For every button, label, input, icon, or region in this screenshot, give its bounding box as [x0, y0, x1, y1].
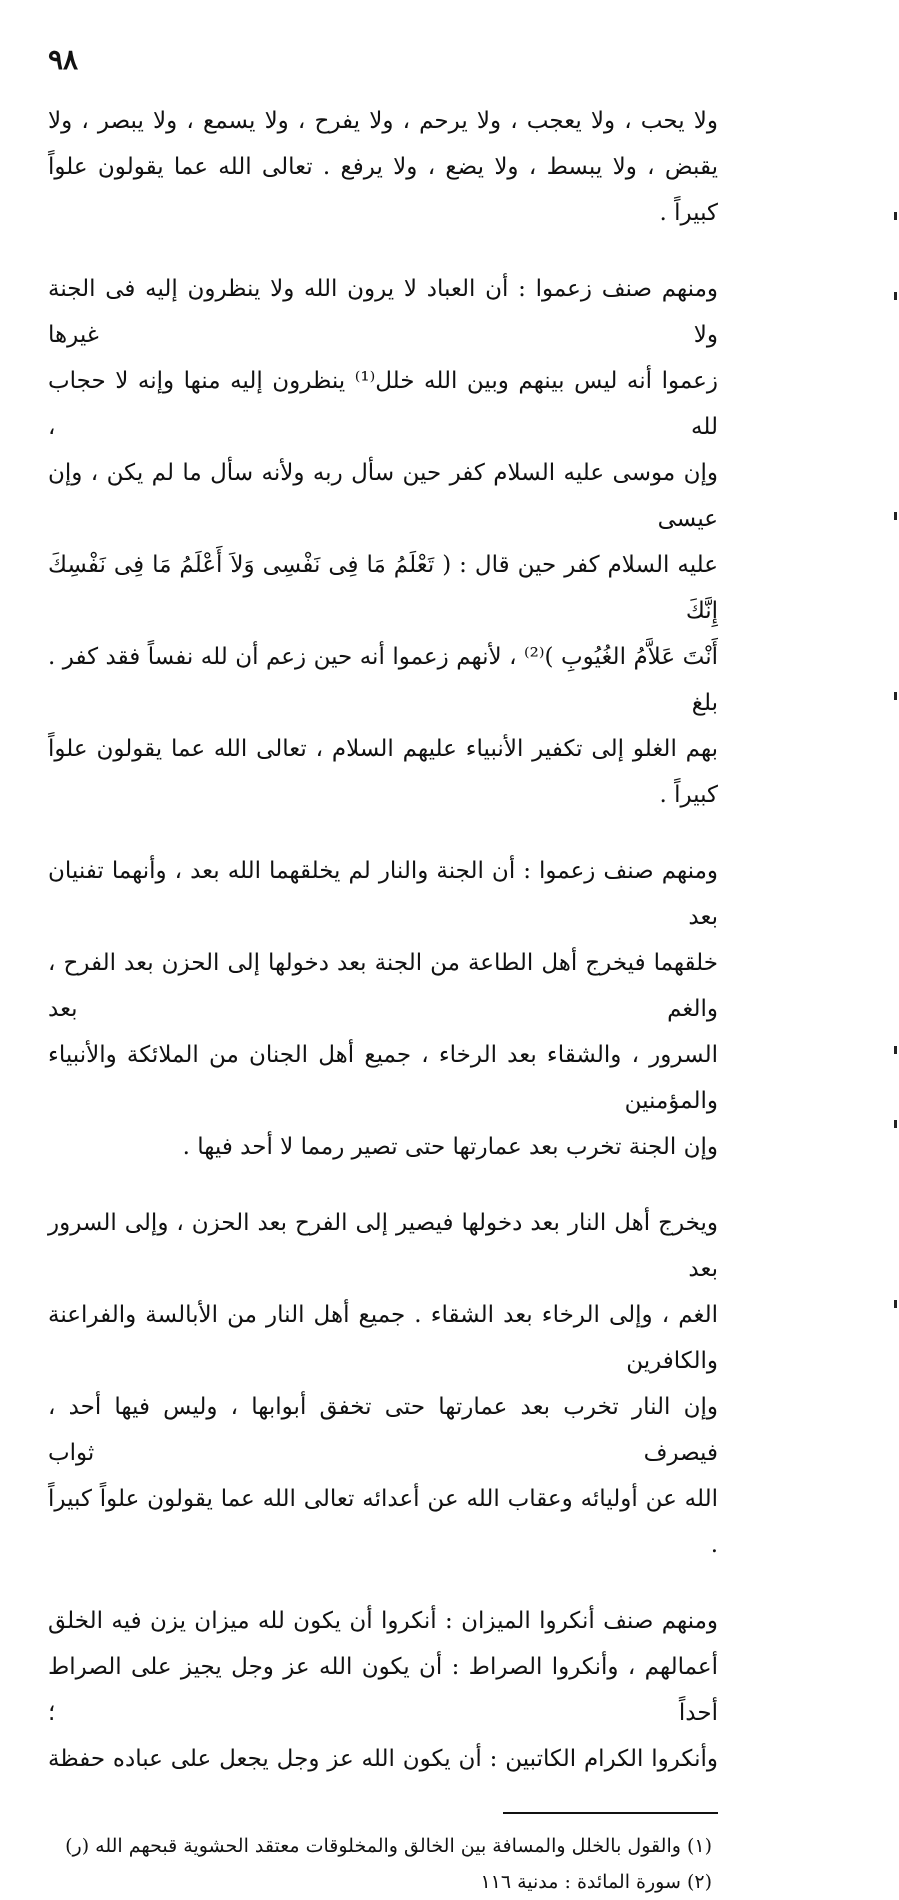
text-line: ومنهم صنف زعموا : أن العباد لا يرون الله ولا ينظرون إليه فى الجنة ولا غيرها: [48, 276, 718, 348]
paragraph-4: [48, 1200, 718, 1568]
scan-margin-mark: [894, 692, 897, 700]
footnote-1: (١) والقول بالخلل والمسافة بين الخالق والمخلوقات معتقد الحشوية قبحهم الله (ر): [65, 1835, 712, 1857]
text-line: الله عن أوليائه وعقاب الله عن أعدائه تعالى الله عما يقولون علواً كبيراً .: [48, 1486, 718, 1558]
scan-margin-mark: [894, 1046, 897, 1054]
text-line: عليه السلام كفر حين قال : ( تَعْلَمُ مَا فِى نَفْسِى وَلاَ أَعْلَمُ مَا فِى نَفْسِكَ إِنَّكَ: [48, 552, 718, 624]
text-line: السرور ، والشقاء بعد الرخاء ، جميع أهل الجنان من الملائكة والأنبياء والمؤمنين: [48, 1042, 718, 1114]
book-page: [48, 40, 718, 1900]
footnote-divider: [503, 1812, 718, 1814]
paragraph-3: [48, 848, 718, 1170]
paragraph-2: [48, 266, 718, 818]
text-line: وأنكروا الكرام الكاتبين : أن يكون الله عز وجل يجعل على عباده حفظة: [48, 1746, 718, 1772]
text-line: خلقهما فيخرج أهل الطاعة من الجنة بعد دخولها إلى الحزن بعد الفرح ، والغم بعد: [48, 950, 718, 1022]
text-line: أَنْتَ عَلاَّمُ الغُيُوبِ )⁽²⁾ ، لأنهم زعموا أنه حين زعم أن لله نفساً فقد كفر . بلغ: [48, 644, 718, 716]
text-line: وإن الجنة تخرب بعد عمارتها حتى تصير رمما لا أحد فيها .: [182, 1134, 718, 1160]
text-line: ويخرج أهل النار بعد دخولها فيصير إلى الفرح بعد الحزن ، وإلى السرور بعد: [48, 1210, 718, 1282]
footnotes: [48, 1828, 718, 1900]
text-line: يقبض ، ولا يبسط ، ولا يضع ، ولا يرفع . تعالى الله عما يقولون علواً كبيراً .: [48, 154, 718, 226]
text-line: أعمالهم ، وأنكروا الصراط : أن يكون الله عز وجل يجيز على الصراط أحداً ؛: [48, 1654, 718, 1726]
page-number: ٩٨: [48, 43, 79, 76]
paragraph-5: [48, 1598, 718, 1782]
text-line: ومنهم صنف زعموا : أن الجنة والنار لم يخلقهما الله بعد ، وأنهما تفنيان بعد: [48, 858, 718, 930]
scan-margin-mark: [894, 1120, 897, 1128]
text-line: بهم الغلو إلى تكفير الأنبياء عليهم السلام ، تعالى الله عما يقولون علواً كبيراً .: [48, 736, 718, 808]
footnote-2: (٢) سورة المائدة : مدنية ١١٦: [480, 1871, 712, 1893]
text-line: ولا يحب ، ولا يعجب ، ولا يرحم ، ولا يفرح ، ولا يسمع ، ولا يبصر ، ولا: [48, 108, 718, 134]
paragraph-1: [48, 98, 718, 236]
scan-margin-mark: [894, 512, 897, 520]
text-line: زعموا أنه ليس بينهم وبين الله خلل⁽¹⁾ ينظرون إليه منها وإنه لا حجاب لله ،: [48, 368, 718, 440]
text-line: وإن النار تخرب بعد عمارتها حتى تخفق أبوابها ، وليس فيها أحد ، فيصرف ثواب: [48, 1394, 718, 1466]
scan-margin-mark: [894, 212, 897, 220]
scan-margin-mark: [894, 292, 897, 300]
text-line: الغم ، وإلى الرخاء بعد الشقاء . جميع أهل النار من الأبالسة والفراعنة والكافرين: [48, 1302, 718, 1374]
text-line: ومنهم صنف أنكروا الميزان : أنكروا أن يكون لله ميزان يزن فيه الخلق: [48, 1608, 718, 1634]
text-line: وإن موسى عليه السلام كفر حين سأل ربه ولأنه سأل ما لم يكن ، وإن عيسى: [48, 460, 718, 532]
scan-margin-mark: [894, 1300, 897, 1308]
